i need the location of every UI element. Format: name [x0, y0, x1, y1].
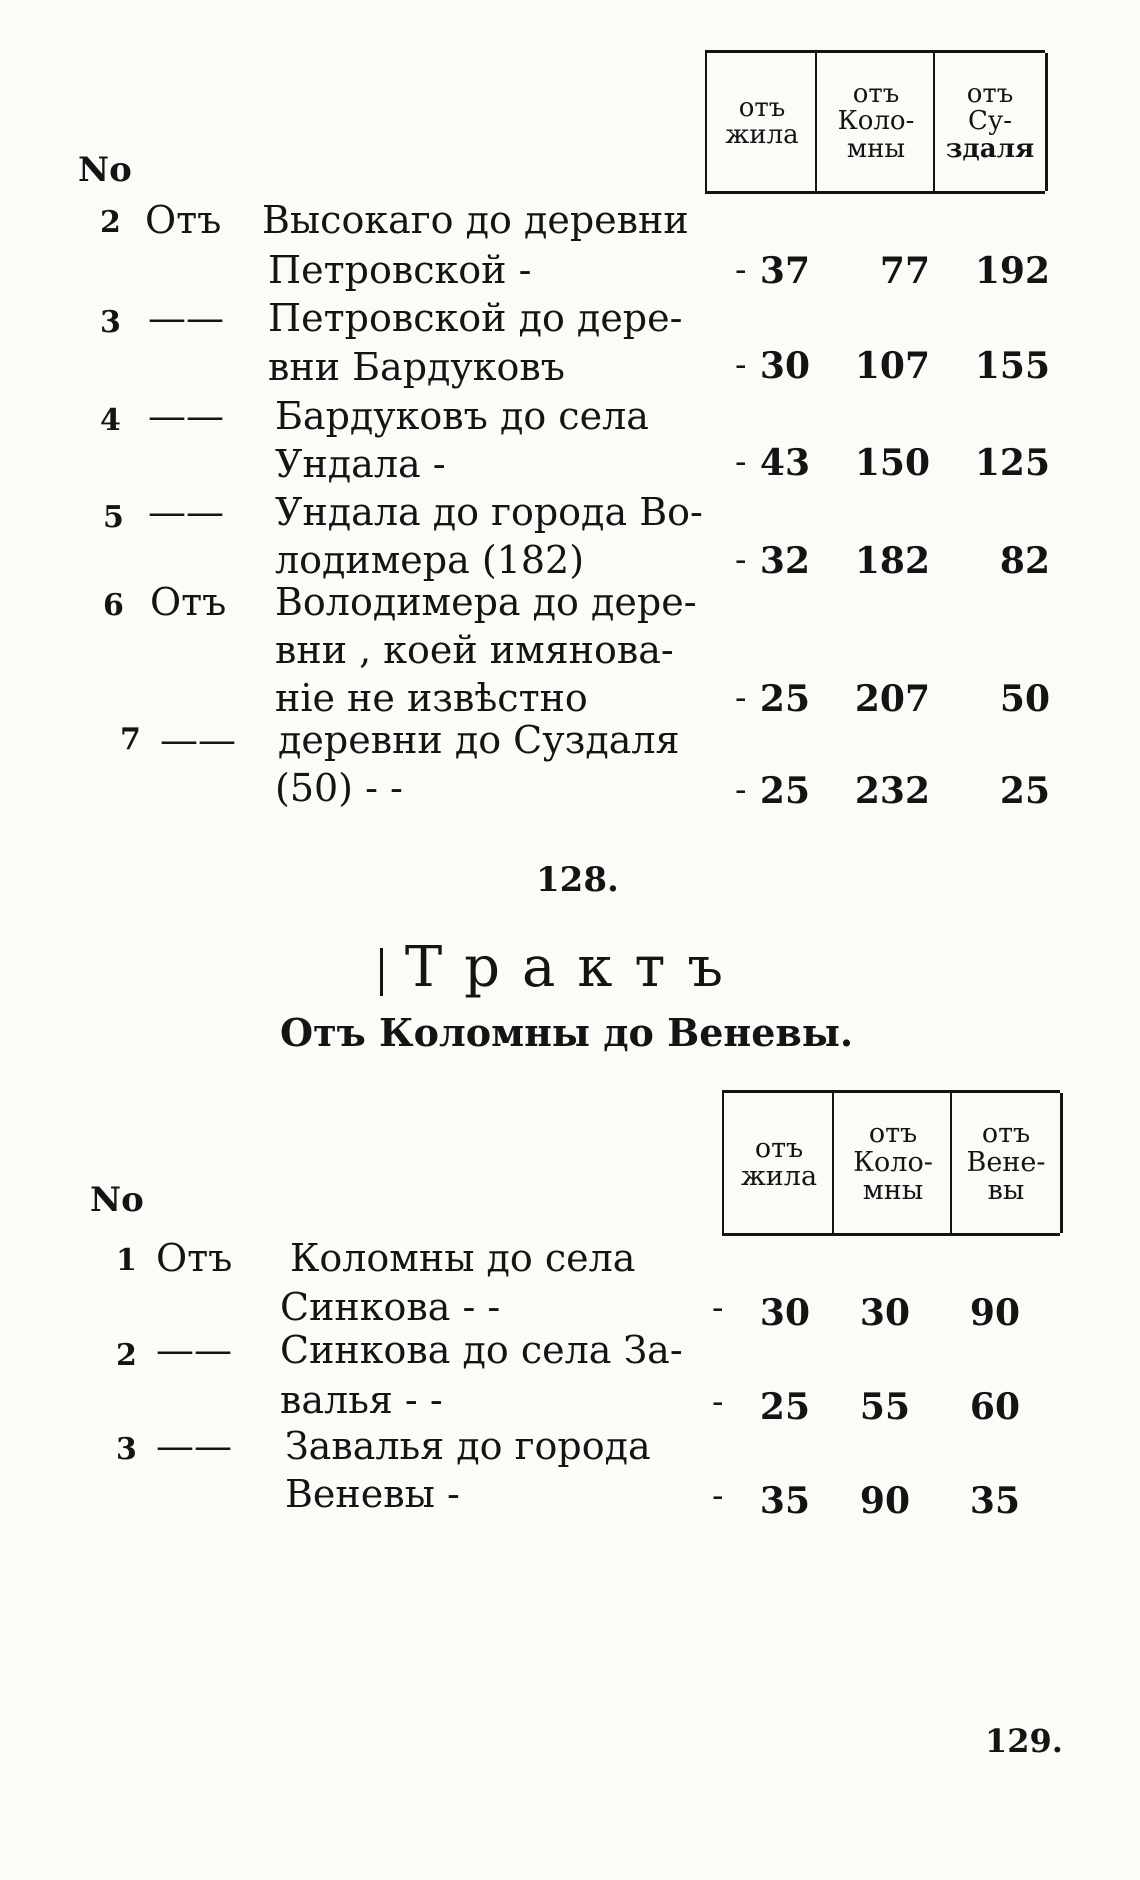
value-zhila: 43 [759, 442, 810, 484]
col-label: жила [740, 1161, 818, 1192]
col-label: жила [725, 120, 799, 150]
value-kolomny: 90 [859, 1480, 910, 1522]
col-label: мны [846, 133, 906, 164]
row-from: Отъ [156, 1236, 233, 1280]
value-zhila: 37 [759, 250, 810, 292]
row-from: —— [148, 394, 224, 438]
row-from: —— [148, 490, 224, 534]
row-number: 4 [100, 403, 121, 438]
value-suzdalya: 192 [974, 250, 1050, 292]
col-label: отъ [868, 1118, 918, 1150]
row-text-line: Веневы - [285, 1472, 460, 1516]
value-kolomny: 107 [854, 345, 930, 387]
row-from: —— [156, 1328, 232, 1372]
table2-col-zhila [722, 1093, 834, 1233]
row-from: —— [156, 1424, 232, 1468]
value-kolomny: 55 [859, 1386, 910, 1428]
row-dash: - [735, 250, 747, 290]
value-kolomny: 232 [854, 770, 930, 812]
row-text-line: Ундала - [275, 442, 446, 486]
row-dash: - [735, 770, 747, 810]
row-from: Отъ [150, 580, 227, 624]
value-suzdalya: 82 [999, 540, 1050, 582]
value-zhila: 30 [759, 345, 810, 387]
title-bar [380, 948, 383, 996]
col-label: здаля [945, 133, 1035, 164]
table2-col-venevy [950, 1093, 1063, 1233]
value-zhila: 32 [759, 540, 810, 582]
value-kolomny: 30 [859, 1292, 910, 1334]
row-from: —— [160, 718, 236, 762]
row-from: —— [148, 296, 224, 340]
row-text-line: Ундала до города Во- [275, 490, 703, 534]
value-zhila: 25 [759, 1386, 810, 1428]
value-suzdalya: 155 [974, 345, 1050, 387]
row-text-line: Петровской - [268, 248, 532, 292]
value-zhila: 35 [759, 1480, 810, 1522]
value-zhila: 25 [759, 678, 810, 720]
section-subtitle: Отъ Коломны до Веневы. [280, 1010, 854, 1055]
col-label: Коло- [837, 106, 915, 137]
col-label: отъ [852, 79, 900, 110]
value-suzdalya: 50 [999, 678, 1050, 720]
col-label: мны [862, 1175, 924, 1207]
table1-no-label: No [78, 150, 132, 190]
row-dash: - [712, 1382, 724, 1422]
row-dash: - [735, 442, 747, 482]
row-dash: - [712, 1476, 724, 1516]
table1-col-kolomny [815, 53, 935, 191]
row-number: 2 [116, 1338, 137, 1373]
row-number: 3 [100, 305, 121, 340]
col-label: Коло- [853, 1146, 933, 1178]
row-number: 7 [120, 722, 141, 757]
col-label: отъ [966, 79, 1014, 110]
value-kolomny: 150 [854, 442, 930, 484]
value-zhila: 30 [759, 1292, 810, 1334]
col-label: вы [987, 1175, 1025, 1207]
row-text-line: валья - - [280, 1378, 443, 1422]
value-zhila: 25 [759, 770, 810, 812]
row-text-line: Синкова до села За- [280, 1328, 683, 1372]
row-number: 2 [100, 205, 121, 240]
value-kolomny: 182 [854, 540, 930, 582]
table2-header [722, 1090, 1060, 1236]
value-venevy: 90 [969, 1292, 1020, 1334]
page-number: 129. [985, 1722, 1063, 1760]
row-text-line: ніе не извѣстно [275, 676, 588, 720]
section-number: 128. [536, 860, 619, 900]
table1-col-zhila [705, 53, 817, 191]
value-venevy: 35 [969, 1480, 1020, 1522]
row-number: 5 [103, 500, 124, 535]
row-dash: - [735, 345, 747, 385]
row-number: 1 [116, 1243, 137, 1278]
col-label: отъ [981, 1118, 1031, 1150]
row-text-line: Петровской до дере- [268, 296, 683, 340]
row-text-line: Высокаго до деревни [262, 198, 689, 242]
row-dash: - [712, 1288, 724, 1328]
row-number: 3 [116, 1432, 137, 1467]
table2-col-kolomny [832, 1093, 952, 1233]
row-dash: - [735, 540, 747, 580]
row-text-line: деревни до Суздаля [278, 718, 680, 762]
col-label: Су- [968, 106, 1012, 137]
row-text-line: Завалья до города [285, 1424, 651, 1468]
table1-col-suzdalya [933, 53, 1048, 191]
col-label: Вене- [966, 1146, 1046, 1178]
row-text-line: Бардуковъ до села [275, 394, 649, 438]
col-label: отъ [738, 92, 786, 123]
value-kolomny: 77 [879, 250, 930, 292]
value-kolomny: 207 [854, 678, 930, 720]
section-title [380, 935, 745, 1000]
row-text-line: вни , коей имянова- [275, 628, 674, 672]
table1-header [705, 50, 1045, 194]
value-venevy: 60 [969, 1386, 1020, 1428]
row-text-line: вни Бардуковъ [268, 345, 565, 389]
row-text-line: Синкова - - [280, 1285, 501, 1329]
table2-no-label: No [90, 1180, 144, 1220]
col-label: отъ [754, 1132, 804, 1164]
row-number: 6 [103, 588, 124, 623]
row-text-line: Коломны до села [290, 1236, 636, 1280]
row-text-line: (50) - - [275, 766, 403, 810]
value-suzdalya: 125 [974, 442, 1050, 484]
row-text-line: Володимера до дере- [275, 580, 697, 624]
value-suzdalya: 25 [999, 770, 1050, 812]
row-dash: - [735, 678, 747, 718]
section-title-text: Трактъ [404, 935, 746, 1000]
row-from: Отъ [145, 198, 222, 242]
row-text-line: лодимера (182) [275, 538, 585, 582]
